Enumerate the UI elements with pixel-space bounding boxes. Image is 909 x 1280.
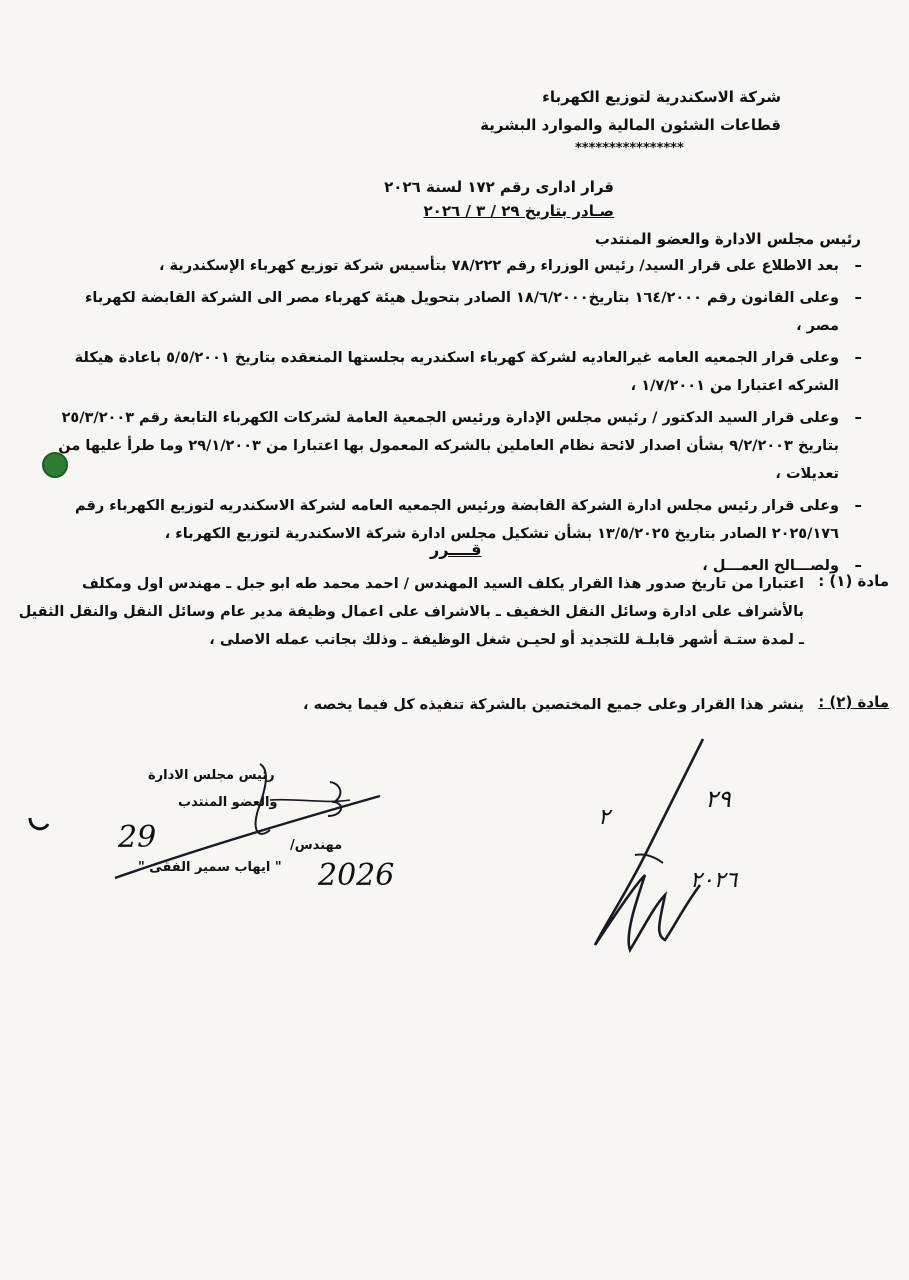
- signatory-eng: مهندس/: [290, 838, 343, 853]
- article-1-label: مادة (١) :: [818, 572, 889, 590]
- article-1-text: اعتبارا من تاريخ صدور هذا القرار يكلف السيد المهندس / احمد محمد طه ابو جبل ـ مهندس اول ومكلف بالأشراف على ادارة وسائل النقل الخفيف ـ بالاشراف على اعمال وظيفة مدير عام وسائل النقل والنقل الثقيل ـ لمدة ستـة أشهر قابلـة للتجديد أو لحيـن شغل الوظيفة ـ وذلك بجانب عمله الاصلى ،: [18, 576, 804, 648]
- issuer-title: رئيس مجلس الادارة والعضو المنتدب: [594, 230, 861, 248]
- preamble-item: ـ ولصـــالح العمـــل ،: [702, 552, 861, 574]
- preamble-item: ـ وعلى قرار الجمعيه العامه غيرالعاديه لشركة كهرباء اسكندريه بجلستها المنعقده بتاريخ ٥/٥/٢٠٠١ باعادة هيكلة الشركه اعتبارا من ١/٧/٢٠٠١ ،: [74, 344, 861, 394]
- handwritten-year: 2026: [318, 858, 395, 893]
- decides-heading: قــــرر: [430, 540, 482, 559]
- stars-divider: ****************: [575, 141, 684, 156]
- decision-date: صـادر بتاريخ ٢٩ / ٣ / ٢٠٢٦: [423, 202, 614, 220]
- left-signature-scribble: [110, 760, 390, 890]
- sector-name: قطاعات الشئون المالية والموارد البشرية: [480, 116, 781, 134]
- signatory-title-2: والعضو المنتدب: [178, 795, 278, 810]
- preamble-item: ـ بعد الاطلاع على قرار السيد/ رئيس الوزراء رقم ٧٨/٢٢٢ بتأسيس شركة توزيع كهرباء الإسكندرية ،: [158, 252, 861, 274]
- right-handwritten-year: ٢٠٢٦: [690, 868, 738, 893]
- signatory-title-1: رئيس مجلس الادارة: [148, 768, 275, 783]
- preamble-item: ـ وعلى قرار رئيس مجلس ادارة الشركة القابضة ورئيس الجمعيه العامه لشركة الاسكندريه لتوزيع الكهرباء رقم ٢٠٢٥/١٧٦ الصادر بتاريخ ١٣/٥/٢٠٢٥ بشأن تشكيل مجلس ادارة شركة الاسكندرية لتوزيع الكهرباء ،: [75, 492, 861, 542]
- handwritten-day: 29: [118, 820, 157, 855]
- article-2-text: ينشر هذا القرار وعلى جميع المختصين بالشركة تنفيذه كل فيما يخصه ،: [303, 697, 804, 713]
- decision-number: قرار ادارى رقم ١٧٢ لسنة ٢٠٢٦: [384, 178, 614, 196]
- green-mark: [40, 450, 70, 480]
- article-2-label: مادة (٢) :: [818, 693, 889, 711]
- right-handwritten-mark: ٢: [598, 805, 610, 830]
- signatory-name: " ايهاب سمير الفقى ": [138, 860, 282, 875]
- punch-hole-mark: [26, 812, 50, 836]
- right-signature-scribble: [575, 735, 725, 965]
- preamble-list: [49, 252, 861, 580]
- preamble-item: ـ وعلى قرار السيد الدكتور / رئيس مجلس الإدارة ورئيس الجمعية العامة لشركات الكهرباء التابعة رقم ٢٥/٣/٢٠٠٣ بتاريخ ٩/٢/٢٠٠٣ بشأن اصدار لائحة نظام العاملين بالشركه المعمول بها اعتبارا من ٢٩/١/٢٠٠٣ وما طرأ عليها من تعديلات ،: [58, 404, 861, 482]
- company-name: شركة الاسكندرية لتوزيع الكهرباء: [542, 88, 781, 106]
- right-handwritten-day: ٢٩: [705, 785, 731, 813]
- preamble-item: ـ وعلى القانون رقم ١٦٤/٢٠٠٠ بتاريخ١٨/٦/٢٠٠٠ الصادر بتحويل هيئة كهرباء مصر الى الشركة القابضة لكهرباء مصر ،: [84, 284, 861, 334]
